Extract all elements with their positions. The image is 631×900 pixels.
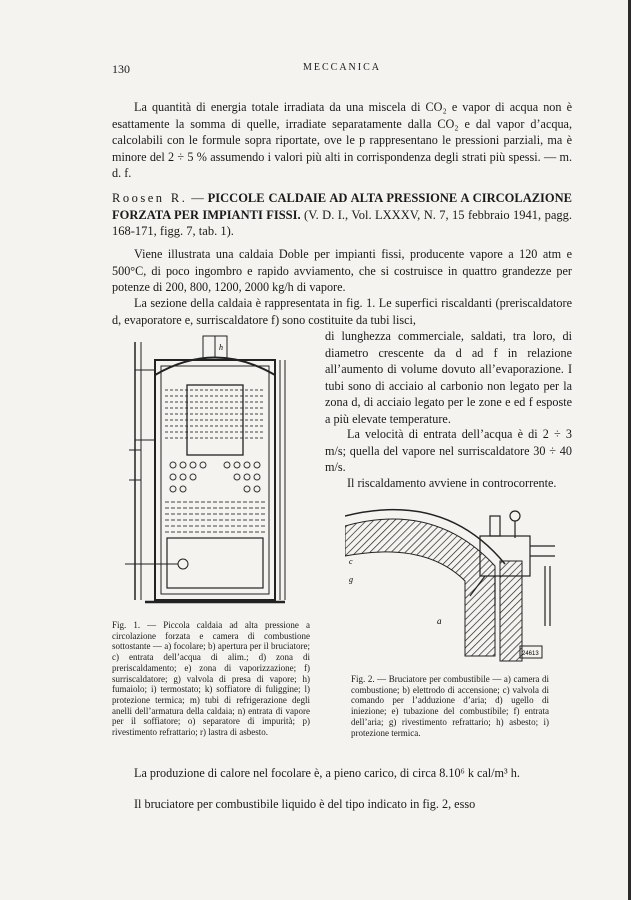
paragraph-burner: Il bruciatore per combustibile liquido è del tipo indicato in fig. 2, esso	[134, 797, 476, 811]
figure-1-caption: Fig. 1. — Piccola caldaia ad alta pressione a circolazione forzata e camera di combustione sottostante — a) focolare; b) apertura per il bruciatore; c) entrata dell’acqua di alim.; d) zona di preriscaldamento; e) zona di vaporizzazione; f) surriscaldatore; g) valvola di presa di vapore; h) fumaiolo; i) termostato; k) soffiatore di fuliggine; l) protezione termica; m) tubi di refrigerazione degli anelli dell’armatura della caldaia; n) entrata di vapore per il soffiatore; o) separatore di impurità; p) rivestimento refrattario; r) lastra di asbesto.	[112, 620, 310, 738]
reference-dash: —	[187, 191, 208, 205]
figure-2-burner-drawing	[345, 506, 567, 666]
fig1-label-h: h	[219, 343, 223, 352]
page-number: 130	[112, 62, 130, 76]
fig2-label-a: a	[437, 616, 442, 626]
reference-title: PICCOLE CALDAIE AD ALTA PRESSIONE A CIRCOLAZIONE FORZATA PER IMPIANTI FISSI.	[112, 191, 573, 222]
paragraph-section-cont: di lunghezza commerciale, saldati, tra loro, di diametro crescente da d ad f in relazione all’aumento di volume dovuto all’evaporazione. I tubi sono di acciaio al carbonio non legato per la zona d, di acciaio legato per le zone e ed f esposte a più elevate temperature.	[325, 329, 572, 426]
fig2-stamp: 24613	[522, 651, 539, 657]
paragraph-boiler-intro: Viene illustrata una caldaia Doble per impianti fissi, producente vapore a 120 atm e 500°C, di poco ingombro e rapido avviamento, che si costruisce in quattro grandezze per potenze di 200, 800, 1200, 2000 kg/h di vapore.	[112, 247, 572, 294]
paragraph-radiation: La quantità di energia totale irradiata da una miscela di CO₂ e vapor di acqua non è esattamente la somma di quelle, irradiate separatamente dalla CO₂ e dal vapor d’acqua, calcolabili con le formule sopra riportate, ove le p rappresentano le pressioni parziali, ma è minore del 2 ÷ 5 % assumendo i valori più alti in corrispondenza degli strati più spessi. — m. d. f.	[112, 100, 572, 180]
page-header	[112, 62, 572, 80]
paragraph-section-start: La sezione della caldaia è rappresentata in fig. 1. Le superfici riscaldanti (preriscaldatore d, evaporatore e, surriscaldatore f) sono costituite da tubi lisci,	[112, 296, 572, 327]
running-head: MECCANICA	[302, 62, 381, 73]
reference-author: Roosen R.	[112, 191, 188, 205]
fig2-label-c: c	[349, 557, 353, 566]
fig2-label-g: g	[349, 575, 353, 584]
paragraph-heat-production: La produzione di calore nel focolare è, a pieno carico, di circa 8.10⁶ k cal/m³ h.	[134, 766, 520, 780]
figure-1-boiler-drawing	[115, 330, 315, 612]
paragraph-counterflow: Il riscaldamento avviene in controcorrente.	[347, 476, 557, 490]
figure-2-caption: Fig. 2. — Bruciatore per combustibile — a) camera di combustione; b) elettrodo di accensione; c) valvola di comando per l’adduzione d’aria; d) ugello di iniezione; e) tubazione del combustibile; f) entrata dell’aria; g) rivestimento refrattario; h) asbesto; i) protezione termica.	[351, 674, 549, 738]
article-reference	[112, 190, 572, 240]
reference-citation: (V. D. I., Vol. LXXXV, N. 7, 15 febbraio 1941, pagg. 168-171, figg. 7, tab. 1).	[112, 207, 572, 238]
paragraph-velocity: La velocità di entrata dell’acqua è di 2 ÷ 3 m/s; quella del vapore nel surriscaldatore 30 ÷ 40 m/s.	[325, 427, 572, 474]
